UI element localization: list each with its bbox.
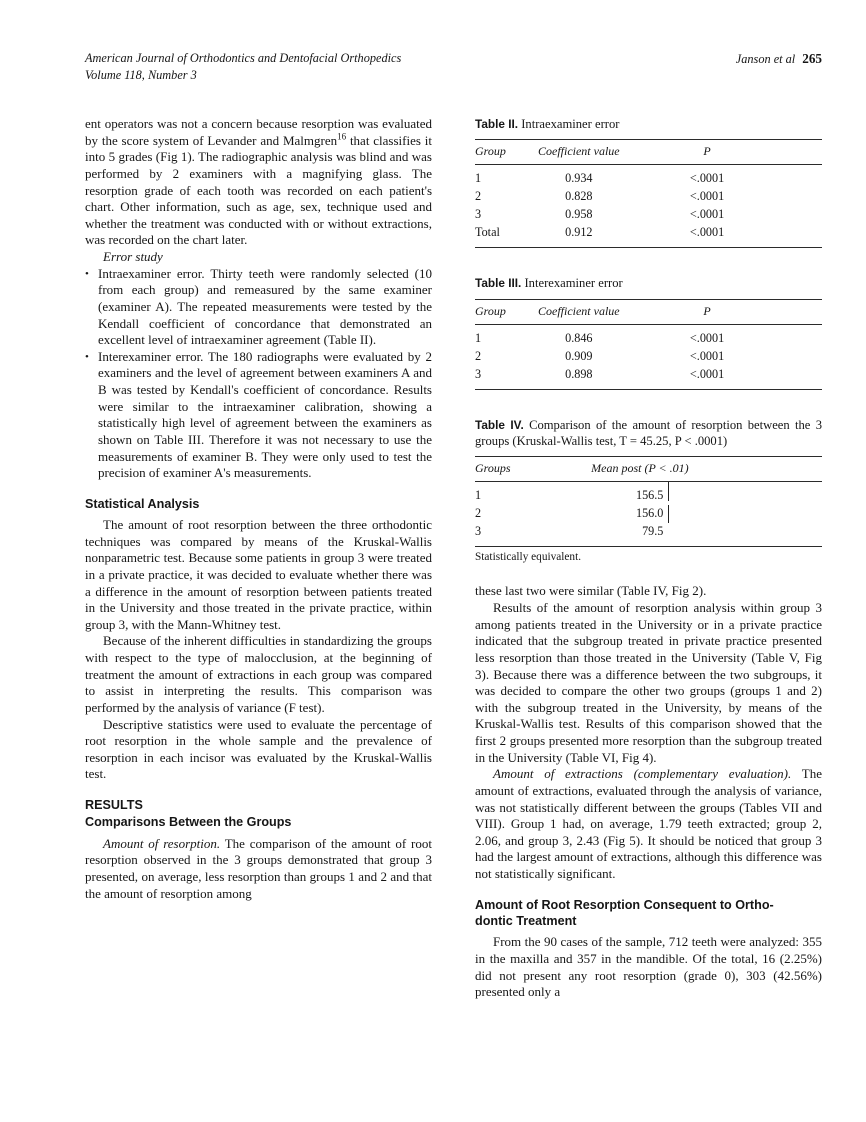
cell-group: 3 [475, 524, 482, 539]
list-item-text: Intraexaminer error. Thirty teeth were randomly selected (10 from each group) and remeasured by the same examiner (examiner A). The repeated measurements were tested by the Kendall coefficient of concordance that demonstrated an excellent level of intraexaminer agreement (Table II). [98, 265, 432, 348]
heading-amount-root-resorption [475, 897, 822, 930]
journal-info [85, 50, 401, 84]
column-header-group: Group [475, 144, 506, 159]
table-label: Table III. [475, 276, 522, 291]
cell-p: <.0001 [689, 348, 725, 363]
cell-p: <.0001 [689, 207, 725, 222]
journal-volume: Volume 118, Number 3 [85, 68, 197, 83]
table-row [475, 165, 780, 188]
table-rule-bottom [475, 389, 822, 390]
table-body [475, 325, 780, 389]
cell-group: Total [475, 225, 500, 240]
paragraph-text: ent operators was not a concern because resorption was evaluated by the score system of Levander and Malmgren [85, 116, 432, 148]
table-title: Interexaminer error [524, 276, 623, 291]
page-number: 265 [802, 51, 822, 66]
table-header-row [475, 300, 780, 324]
table-title: Comparison of the amount of resorption between the 3 groups (Kruskal-Wallis test, T = 45.25, P < .0001) [475, 417, 822, 449]
cell-p: <.0001 [689, 225, 725, 240]
table-row [475, 482, 780, 505]
equivalence-bracket [668, 505, 669, 523]
table-row [475, 347, 780, 365]
list-item-interexaminer [85, 349, 432, 482]
cell-coefficient: 0.909 [565, 348, 593, 363]
cell-mean [554, 482, 725, 505]
paragraph [85, 836, 432, 903]
two-column-body [85, 116, 822, 1001]
table-row [475, 188, 780, 206]
column-header-coefficient: Coefficient value [537, 144, 620, 159]
table-caption [475, 275, 822, 291]
right-column [475, 116, 822, 1001]
cell-group: 2 [475, 189, 482, 204]
cell-group: 1 [475, 330, 482, 345]
spacer-cell [725, 505, 780, 523]
cell-group: 3 [475, 366, 482, 381]
cell-mean-value: 156.5 [635, 488, 664, 503]
column-header-p: P [703, 144, 711, 159]
table-label: Table IV. [475, 417, 524, 432]
bullet-icon: • [85, 350, 89, 363]
equivalence-bracket [668, 482, 669, 501]
paragraph-continuation [85, 116, 432, 249]
table-body [475, 165, 780, 247]
table-iv-block [475, 417, 822, 564]
table-ii-block [475, 116, 822, 248]
cell-group: 2 [475, 506, 482, 521]
heading-results: RESULTS [85, 798, 143, 813]
table-row [475, 365, 780, 389]
paragraph: Because of the inherent difficulties in standardizing the groups with respect to the type of malocclusion, at the beginning of treatment the amount of extractions in each group was compared to assist in interpreting the results. This comparison was performed by the analysis of variance (F test). [85, 633, 432, 715]
bullet-icon: • [85, 267, 89, 280]
table-row [475, 505, 780, 523]
cell-coefficient: 0.898 [565, 366, 593, 381]
paragraph-text: The comparison of the amount of root resorption observed in the 3 groups demonstrated that group 3 presented, on average, less resorption than groups 1 and 2 and that the amount of resorption among [85, 835, 432, 901]
paragraph-lead-in: Amount of resorption. [103, 835, 221, 851]
cell-coefficient: 0.912 [565, 225, 593, 240]
spacer-cell [725, 482, 780, 505]
table-rule-bottom [475, 546, 822, 547]
table-footnote: Statistically equivalent. [475, 551, 582, 564]
paragraph-text: The amount of extractions, evaluated through the analysis of variance, was not statistically different between the groups (Tables VII and VIII). Group 1 had, on average, 1.79 teeth extracted; group 2, 2.06, and group 3, 2.43 (Fig 5). It should be noticed that group 3 had the largest amount of extractions, although this difference was not statistically significant. [475, 766, 822, 882]
cell-group: 3 [475, 207, 482, 222]
table-row [475, 523, 780, 547]
left-column [85, 116, 432, 1001]
table-row [475, 224, 780, 248]
page-info [736, 50, 822, 67]
cell-p: <.0001 [689, 366, 725, 381]
heading-line-1: Amount of Root Resorption Consequent to Ortho- [475, 897, 774, 912]
citation-ref: 16 [337, 131, 347, 142]
table-label: Table II. [475, 117, 519, 131]
table-rule-bottom [475, 247, 822, 248]
cell-p: <.0001 [689, 189, 725, 204]
journal-title: American Journal of Orthodontics and Dentofacial Orthopedics [85, 51, 402, 65]
table-row [475, 325, 780, 348]
paragraph-lead-in: Amount of extractions (complementary evaluation). [493, 766, 792, 782]
cell-mean-value: 156.0 [635, 506, 664, 521]
paragraph: From the 90 cases of the sample, 712 teeth were analyzed: 355 in the maxilla and 357 in the mandible. Of the total, 16 (2.25%) did not present any root resorption (grade 0), 303 (42.56%) presented only a [475, 934, 822, 1000]
cell-mean-value: 79.5 [642, 524, 664, 539]
cell-coefficient: 0.846 [565, 330, 593, 345]
running-header [85, 50, 822, 84]
table-caption [475, 116, 822, 132]
cell-mean [554, 505, 725, 523]
column-header-mean-post: Mean post (P < .01) [591, 461, 689, 476]
table-caption [475, 417, 822, 450]
heading-statistical-analysis: Statistical Analysis [85, 496, 200, 511]
table-body [475, 482, 780, 546]
column-header-groups: Groups [475, 461, 511, 476]
cell-coefficient: 0.958 [565, 207, 593, 222]
column-header-coefficient: Coefficient value [537, 303, 620, 318]
heading-line-2: dontic Treatment [475, 914, 577, 929]
table-row [475, 206, 780, 224]
spacer-cell [725, 457, 780, 481]
cell-group: 2 [475, 348, 482, 363]
cell-coefficient: 0.934 [565, 171, 593, 186]
heading-comparisons: Comparisons Between the Groups [85, 815, 292, 830]
running-authors: Janson et al [735, 52, 796, 66]
cell-p: <.0001 [689, 330, 725, 345]
list-item-intraexaminer [85, 266, 432, 349]
paragraph: Descriptive statistics were used to evaluate the percentage of root resorption in the whole sample and the prevalence of resorption in each incisor was evaluated by the Kruskal-Wallis test. [85, 716, 432, 782]
column-header-p: P [703, 303, 711, 318]
cell-p: <.0001 [689, 171, 725, 186]
cell-coefficient: 0.828 [565, 189, 593, 204]
table-iii-block [475, 275, 822, 389]
paragraph-text: that classifies it into 5 grades (Fig 1). The radiographic analysis was blind and was performed by 2 examiners with a magnifying glass. The resorption grade of each tooth was recorded on each patient's chart. Other information, such as age, sex, technique used and whether the treatment was conducted with or without extractions, was recorded on the chart later. [85, 132, 432, 248]
table-header-row [475, 457, 780, 481]
paragraph: Results of the amount of resorption analysis within group 3 among patients treated in the University or in a private practice indicated that the subgroup treated in private practice presented less resorption than those treated in the University (Table V, Fig 3). Because there was a difference between the two subgroups, it was decided to compare the other two groups (groups 1 and 2) with the subgroup treated in the University, by means of the Kruskal-Wallis test. Results of this comparison showed that the first 2 groups presented more resorption than the subgroup treated in the University (Table VI, Fig 4). [475, 600, 822, 765]
paragraph-continuation: these last two were similar (Table IV, Fig 2). [475, 583, 707, 599]
spacer-cell [725, 523, 780, 547]
cell-mean [554, 523, 725, 547]
paragraph: The amount of root resorption between the three orthodontic techniques was compared by means of the Kruskal-Wallis nonparametric test. Because some patients in group 3 were treated in a private practice, it was decided to evaluate whether there was a difference in the amount of resorption between patients treated in the University and those treated in the private practice, within group 3, with the Mann-Whitney test. [85, 517, 432, 632]
cell-group: 1 [475, 488, 482, 503]
paragraph [475, 766, 822, 882]
list-item-text: Interexaminer error. The 180 radiographs were evaluated by 2 examiners and the level of agreement between examiners A and B was tested by Kendall's coefficient of concordance. Results were similar to the intraexaminer calibration, showing a statistically high level of agreement between the examiners as shown on Table III. Therefore it was not necessary to use the measurements of examiner B. They were only used to test the precision of examiner A's measurements. [98, 348, 432, 481]
column-header-group: Group [475, 303, 506, 318]
table-header-row [475, 140, 780, 164]
cell-group: 1 [475, 171, 482, 186]
table-title: Intraexaminer error [521, 117, 620, 131]
error-study-label: Error study [103, 249, 163, 264]
